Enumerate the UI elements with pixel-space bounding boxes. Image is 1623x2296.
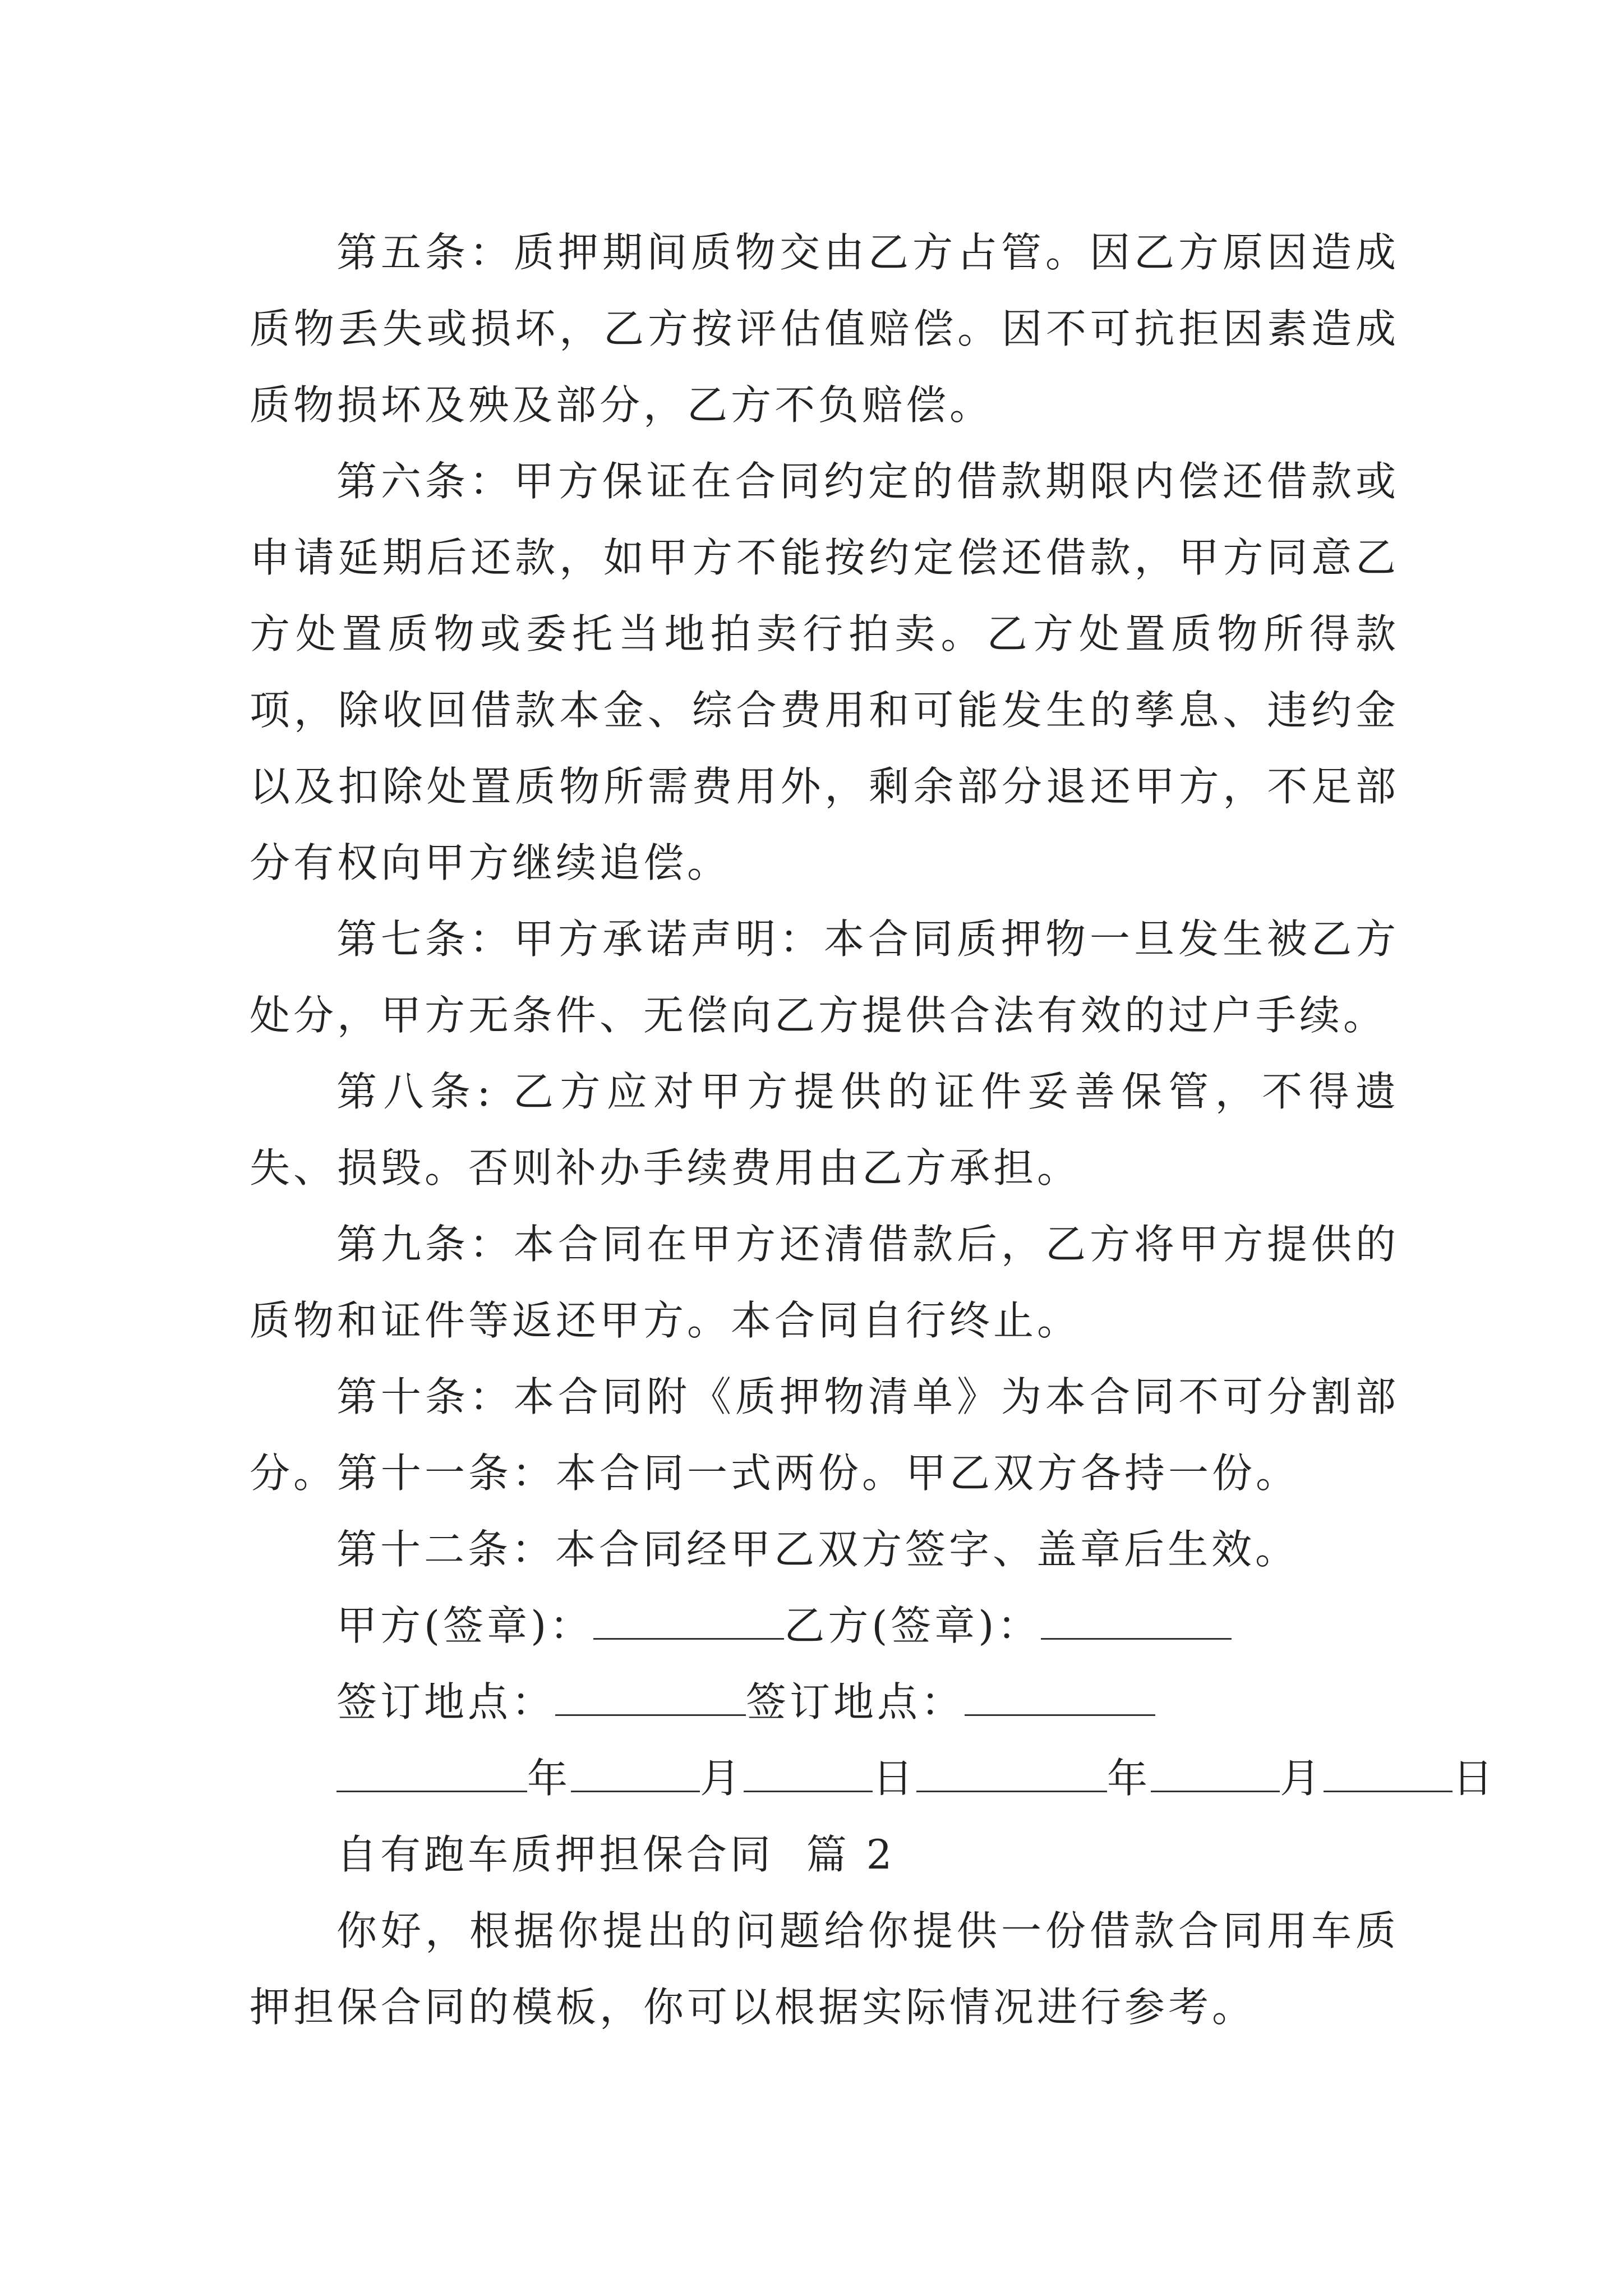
month-a-blank — [571, 1750, 700, 1792]
intro-paragraph: 你好，根据你提出的问题给你提供一份借款合同用车质押担保合同的模板，你可以根据实际情况进行参考。 — [250, 1907, 1399, 2031]
month-b-label: 月 — [1280, 1755, 1324, 1802]
party-b-blank — [1041, 1598, 1232, 1640]
party-a-label: 甲方(签章)： — [336, 1602, 594, 1649]
place-line — [250, 1664, 1399, 1740]
article-10-11: 第十条：本合同附《质押物清单》为本合同不可分割部分。第十一条：本合同一式两份。甲乙双方各持一份。 — [250, 1373, 1399, 1497]
party-b-label: 乙方(签章)： — [784, 1602, 1041, 1649]
day-b-label: 日 — [1453, 1755, 1497, 1802]
article-5: 第五条：质押期间质物交由乙方占管。因乙方原因造成质物丢失或损坏，乙方按评估值赔偿。因不可抗拒因素造成质物损坏及殃及部分，乙方不负赔偿。 — [250, 229, 1399, 429]
section-title: 自有跑车质押担保合同 篇 2 — [336, 1831, 896, 1878]
signature-line — [250, 1588, 1399, 1664]
place-a-blank — [555, 1674, 746, 1716]
day-a-blank — [744, 1750, 873, 1792]
year-a-label: 年 — [527, 1755, 571, 1802]
article-7: 第七条：甲方承诺声明：本合同质押物一旦发生被乙方处分，甲方无条件、无偿向乙方提供合法有效的过户手续。 — [250, 915, 1399, 1039]
article-9: 第九条：本合同在甲方还清借款后，乙方将甲方提供的质物和证件等返还甲方。本合同自行终止。 — [250, 1221, 1399, 1344]
day-b-blank — [1324, 1750, 1453, 1792]
party-a-blank — [593, 1598, 784, 1640]
day-a-label: 日 — [873, 1755, 917, 1802]
date-line — [250, 1740, 1497, 1816]
month-a-label: 月 — [700, 1755, 744, 1802]
month-b-blank — [1151, 1750, 1280, 1792]
place-label-b: 签订地点： — [746, 1678, 965, 1726]
year-a-blank — [336, 1750, 527, 1792]
year-b-label: 年 — [1107, 1755, 1151, 1802]
article-8: 第八条: 乙方应对甲方提供的证件妥善保管，不得遗失、损毁。否则补办手续费用由乙方承担。 — [250, 1068, 1399, 1191]
article-12: 第十二条：本合同经甲乙双方签字、盖章后生效。 — [336, 1526, 1299, 1573]
article-6: 第六条：甲方保证在合同约定的借款期限内偿还借款或申请延期后还款，如甲方不能按约定偿还借款，甲方同意乙方处置质物或委托当地拍卖行拍卖。乙方处置质物所得款项，除收回借款本金、综合费用和可能发生的孳息、违约金以及扣除处置质物所需费用外，剩余部分退还甲方，不足部分有权向甲方继续追偿。 — [250, 458, 1399, 886]
place-label-a: 签订地点： — [336, 1678, 556, 1726]
year-b-blank — [916, 1750, 1107, 1792]
place-b-blank — [965, 1674, 1155, 1716]
document-body — [250, 214, 1497, 2045]
